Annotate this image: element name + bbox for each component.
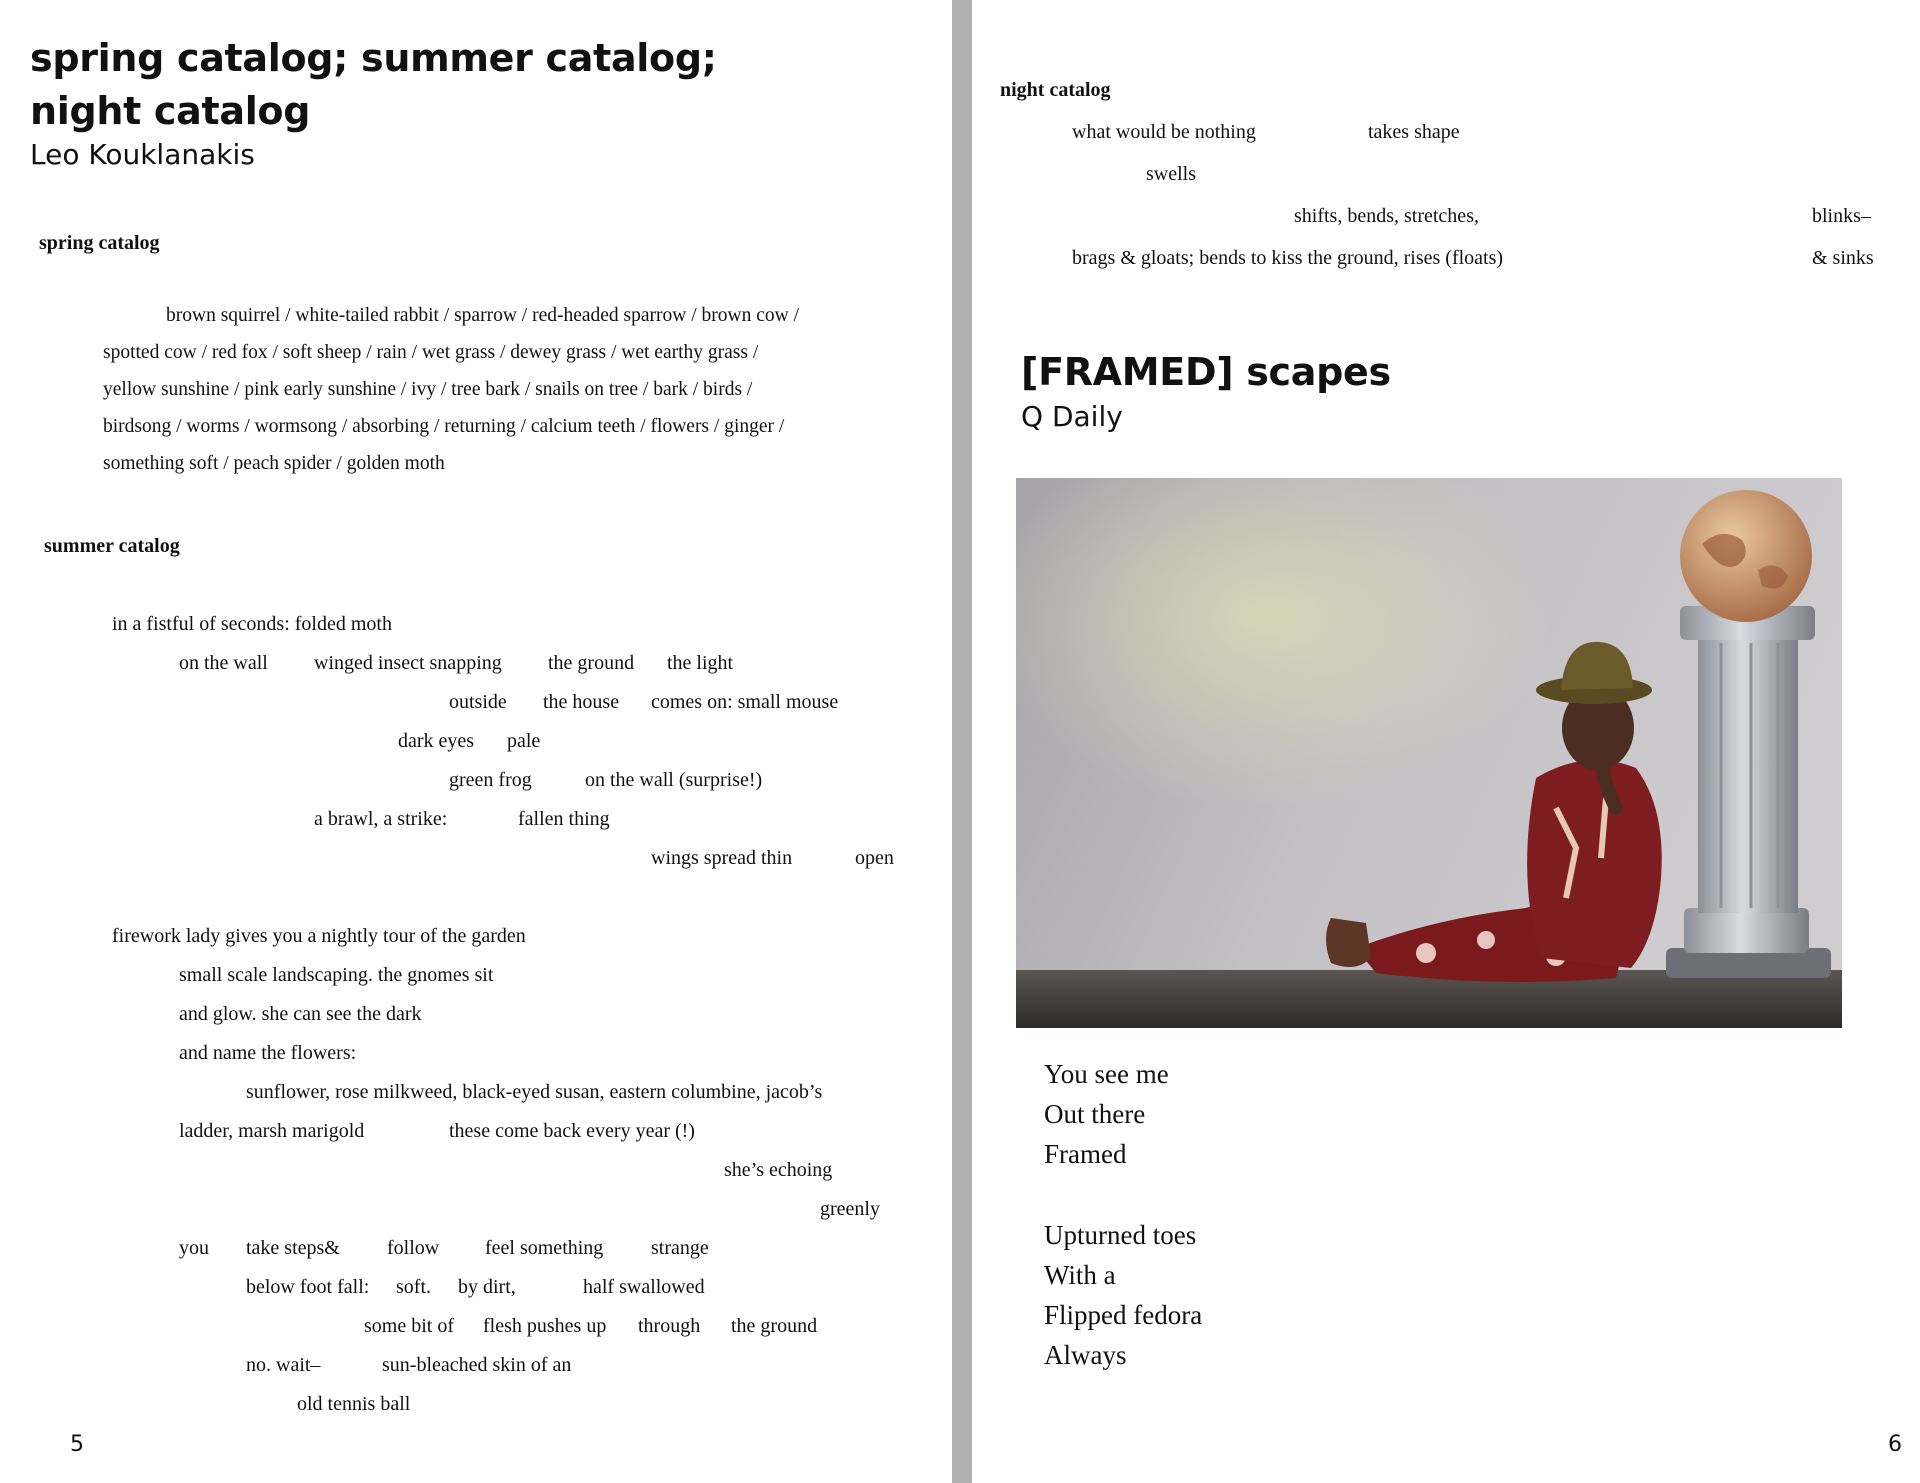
summer-line: and name the flowers: <box>179 1042 357 1064</box>
spring-line: spotted cow / red fox / soft sheep / rain / wet grass / dewey grass / wet earthy grass / <box>103 342 759 363</box>
summer-line: old tennis ball <box>297 1393 411 1415</box>
summer-line: below foot fall: <box>246 1276 370 1298</box>
summer-line: in a fistful of seconds: folded moth <box>112 613 392 635</box>
poem-title-line-1: spring catalog; summer catalog; <box>30 36 717 80</box>
summer-line: sunflower, rose milkweed, black-eyed susan, eastern columbine, jacob’s <box>246 1081 823 1103</box>
night-line: brags & gloats; bends to kiss the ground, rises (floats) <box>1072 247 1504 269</box>
verse-line: Upturned toes <box>1044 1220 1197 1250</box>
summer-line: firework lady gives you a nightly tour of the garden <box>112 925 526 947</box>
summer-line: these come back every year (!) <box>449 1120 695 1142</box>
spring-heading: spring catalog <box>39 232 160 254</box>
summer-line: sun-bleached skin of an <box>382 1354 572 1376</box>
summer-line: comes on: small mouse <box>651 691 839 713</box>
page-number: 6 <box>1888 1432 1902 1457</box>
summer-line: fallen thing <box>518 808 610 830</box>
summer-line: feel something <box>485 1237 604 1259</box>
summer-line: dark eyes <box>398 730 475 752</box>
verse-line: Flipped fedora <box>1044 1300 1203 1330</box>
summer-line: half swallowed <box>583 1276 705 1298</box>
summer-line: no. wait– <box>246 1354 321 1376</box>
page-gutter <box>952 0 972 1483</box>
verse-line: Always <box>1044 1340 1127 1370</box>
summer-line: the ground <box>731 1315 818 1337</box>
summer-line: wings spread thin <box>651 847 793 869</box>
summer-line: through <box>638 1315 701 1337</box>
verse-line: Out there <box>1044 1099 1146 1129</box>
summer-line: on the wall (surprise!) <box>585 769 763 791</box>
night-heading: night catalog <box>1000 79 1111 101</box>
poem-title-line-2: night catalog <box>30 89 311 133</box>
poem-author: Q Daily <box>1021 400 1123 433</box>
summer-line: a brawl, a strike: <box>314 808 448 830</box>
summer-line: follow <box>387 1237 440 1259</box>
spring-line: something soft / peach spider / golden moth <box>103 453 445 474</box>
summer-line: and glow. she can see the dark <box>179 1003 422 1025</box>
summer-line: flesh pushes up <box>483 1315 607 1337</box>
verse-line: You see me <box>1044 1059 1169 1089</box>
night-line: takes shape <box>1368 121 1460 143</box>
summer-line: the light <box>667 652 734 674</box>
summer-line: small scale landscaping. the gnomes sit <box>179 964 494 986</box>
poem-title: [FRAMED] scapes <box>1021 350 1391 394</box>
left-page <box>0 0 952 1483</box>
summer-heading: summer catalog <box>44 535 180 557</box>
poem-title <box>30 32 717 138</box>
summer-line: by dirt, <box>458 1276 516 1298</box>
night-line: & sinks <box>1812 247 1874 269</box>
summer-line: green frog <box>449 769 532 791</box>
summer-line: strange <box>651 1237 709 1259</box>
spring-line: birdsong / worms / wormsong / absorbing / returning / calcium teeth / flowers / ginger / <box>103 416 785 437</box>
child-portrait-photo <box>1016 478 1842 1028</box>
summer-line: take steps& <box>246 1237 340 1259</box>
summer-line: on the wall <box>179 652 268 674</box>
summer-line: outside <box>449 691 507 713</box>
night-line: blinks– <box>1812 205 1871 227</box>
spring-line: brown squirrel / white-tailed rabbit / sparrow / red-headed sparrow / brown cow / <box>166 305 800 326</box>
summer-line: winged insect snapping <box>314 652 502 674</box>
spring-line: yellow sunshine / pink early sunshine / ivy / tree bark / snails on tree / bark / birds / <box>103 379 753 400</box>
verse-line: Framed <box>1044 1139 1127 1169</box>
poem-author: Leo Kouklanakis <box>30 138 255 171</box>
right-page <box>972 0 1920 1483</box>
summer-line: the ground <box>548 652 635 674</box>
night-line: swells <box>1146 163 1196 185</box>
summer-line: you <box>179 1237 209 1259</box>
page-number: 5 <box>70 1432 84 1457</box>
summer-line: soft. <box>396 1276 431 1298</box>
summer-line: she’s echoing <box>724 1159 833 1181</box>
summer-line: open <box>855 847 894 869</box>
summer-line: pale <box>507 730 541 752</box>
summer-line: the house <box>543 691 620 713</box>
summer-line: some bit of <box>364 1315 454 1337</box>
summer-line: ladder, marsh marigold <box>179 1120 365 1142</box>
night-line: what would be nothing <box>1072 121 1256 143</box>
night-line: shifts, bends, stretches, <box>1294 205 1479 227</box>
verse-line: With a <box>1044 1260 1116 1290</box>
summer-line: greenly <box>820 1198 880 1220</box>
